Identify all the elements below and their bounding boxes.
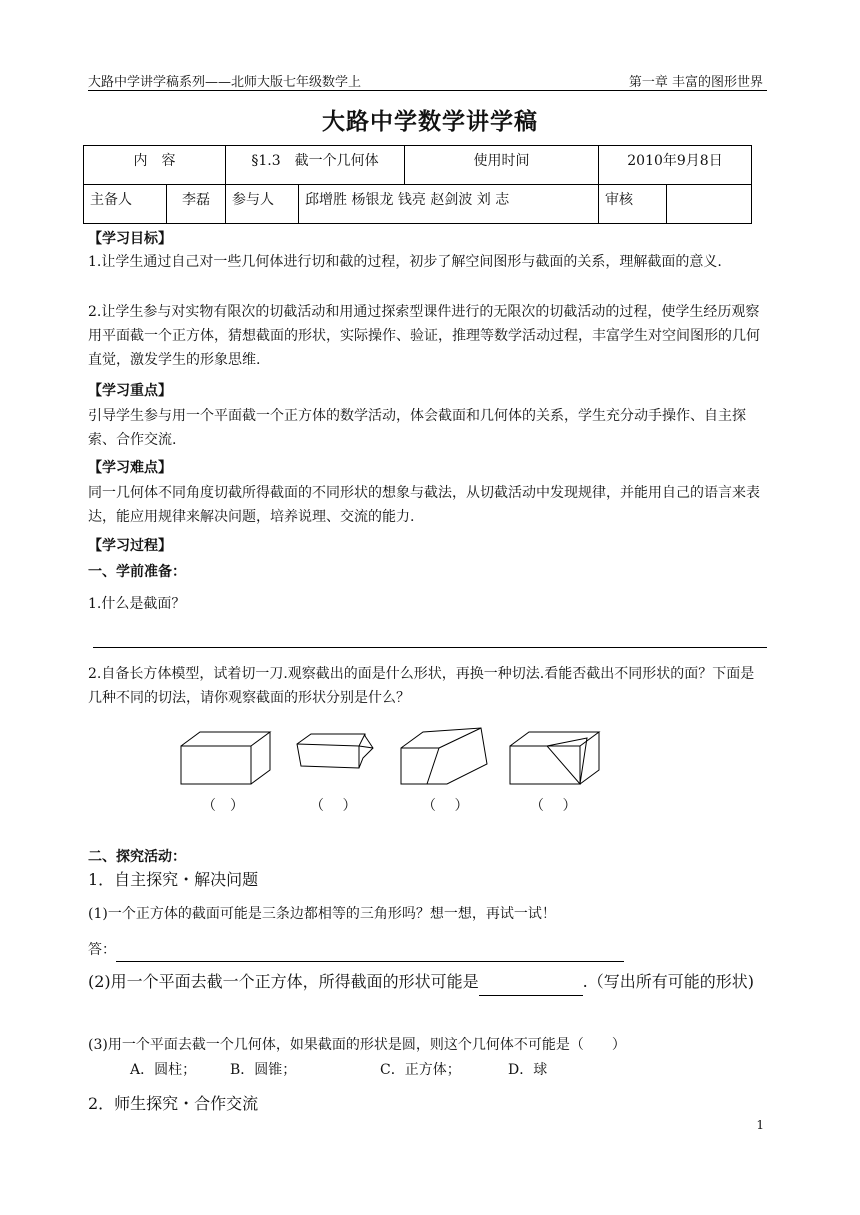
page-title: 大路中学数学讲学稿 — [322, 109, 538, 135]
options-row — [130, 1059, 547, 1079]
problem-2-text-before: (2)用一个平面去截一个正方体，所得截面的形状可能是 — [88, 972, 479, 991]
difficulties-heading: 【学习难点】 — [88, 460, 172, 476]
section-cell: §1.3 截一个几何体 — [226, 146, 405, 185]
question-1: 1.什么是截面？ — [88, 596, 186, 612]
info-table — [83, 145, 752, 224]
difficulties-text: 同一几何体不同角度切截所得截面的不同形状的想象与截法，从切截活动中发现规律，并能用自己的语言来表达，能应用规律来解决问题，培养说理、交流的能力. — [88, 485, 760, 525]
review-label: 审核 — [599, 185, 667, 224]
answer-label: 答： — [88, 942, 116, 958]
option-b[interactable]: B．圆锥； — [230, 1062, 297, 1078]
problem-2 — [88, 968, 768, 996]
process-heading: 【学习过程】 — [88, 538, 172, 554]
figure-cuboid-corner-cut — [293, 728, 385, 788]
key-points-heading: 【学习重点】 — [88, 383, 172, 399]
figure-cuboid-plain — [178, 728, 274, 788]
preparer-label: 主备人 — [84, 185, 167, 224]
key-points-text: 引导学生参与用一个平面截一个正方体的数学活动，体会截面和几何体的关系，学生充分动手操作、自主探索、合作交流. — [88, 408, 746, 448]
subsection-1: 1．自主探究・解决问题 — [88, 870, 259, 889]
review-cell — [666, 185, 751, 224]
header-divider — [88, 90, 767, 91]
figure-cuboid-slant-cut — [397, 726, 493, 788]
answer-paren-2[interactable]: （ ） — [310, 798, 357, 814]
option-a[interactable]: A．圆柱； — [130, 1062, 197, 1078]
answer-row — [88, 938, 768, 962]
objective-2: 2.让学生参与对实物有限次的切截活动和用通过探索型课件进行的无限次的切截活动的过程，使学生经历观察用平面截一个正方体，猜想截面的形状，实际操作、验证，推理等数学活动过程，丰富学生对空间图形的几何直觉，激发学生的形象思维. — [88, 304, 760, 368]
answer-paren-3[interactable]: （ ） — [422, 798, 469, 814]
answer-line — [93, 647, 767, 648]
participants-names: 邱增胜 杨银龙 钱亮 赵剑波 刘 志 — [299, 185, 599, 224]
problem-3: (3)用一个平面去截一个几何体，如果截面的形状是圆，则这个几何体不可能是（ ） — [88, 1037, 626, 1053]
participants-label: 参与人 — [226, 185, 299, 224]
content-label: 内 容 — [84, 146, 226, 185]
answer-blank[interactable] — [116, 945, 624, 962]
problem-2-blank[interactable] — [479, 977, 583, 996]
explore-heading: 二、探究活动： — [88, 849, 186, 865]
option-d[interactable]: D．球 — [508, 1062, 548, 1078]
date-cell: 2010年9月8日 — [599, 146, 752, 185]
prep-heading: 一、学前准备： — [88, 564, 186, 580]
header-right: 第一章 丰富的图形世界 — [628, 75, 763, 90]
problem-1: (1)一个正方体的截面可能是三条边都相等的三角形吗？想一想，再试一试！ — [88, 906, 556, 922]
preparer-name: 李磊 — [167, 185, 226, 224]
objective-1: 1.让学生通过自己对一些几何体进行切和截的过程，初步了解空间图形与截面的关系，理解截面的意义. — [88, 254, 722, 270]
objectives-heading: 【学习目标】 — [88, 231, 172, 247]
answer-paren-1[interactable]: （ ） — [202, 798, 244, 814]
time-label: 使用时间 — [405, 146, 599, 185]
answer-paren-4[interactable]: （ ） — [530, 798, 577, 814]
problem-2-text-after: .（写出所有可能的形状) — [582, 972, 755, 991]
option-c[interactable]: C．正方体； — [380, 1062, 461, 1078]
subsection-2: 2．师生探究・合作交流 — [88, 1094, 259, 1113]
question-2: 2.自备长方体模型，试着切一刀.观察截出的面是什么形状，再换一种切法.看能否截出不同形状的面？下面是几种不同的切法，请你观察截面的形状分别是什么？ — [88, 666, 755, 706]
figure-cuboid-triangle-cut — [507, 726, 603, 788]
header-left: 大路中学讲学稿系列——北师大版七年级数学上 — [88, 75, 362, 90]
page-number: 1 — [756, 1118, 764, 1132]
